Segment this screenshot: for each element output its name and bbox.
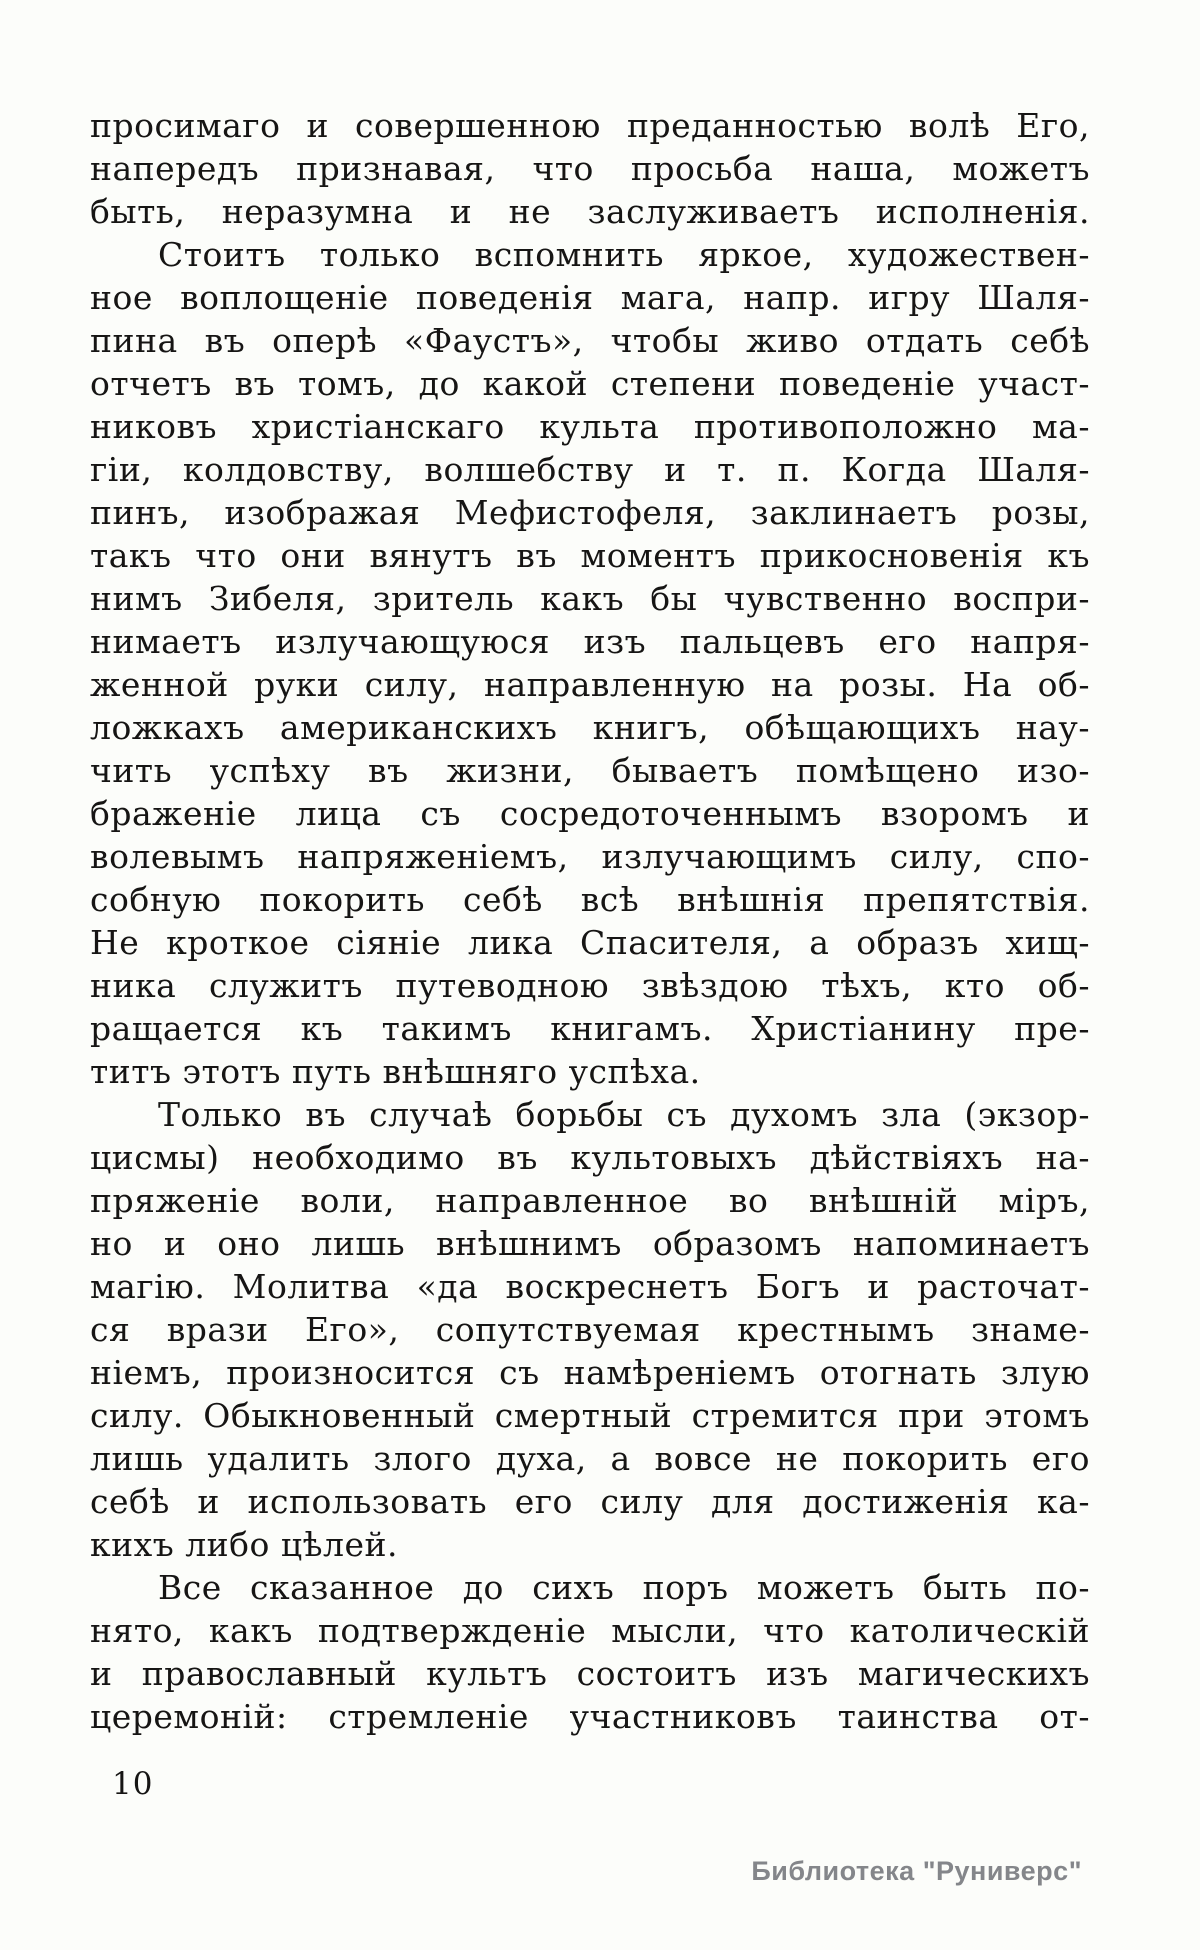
paragraph xyxy=(90,233,1090,1093)
text-line: ращается къ такимъ книгамъ. Христіанину пре- xyxy=(90,1009,1090,1048)
paragraph xyxy=(90,1566,1090,1738)
text-line: нимаетъ излучающуюся изъ пальцевъ его напря- xyxy=(90,622,1090,661)
text-line: пинъ, изображая Мефистофеля, заклинаетъ розы, xyxy=(90,493,1090,532)
text-line: ложкахъ американскихъ книгъ, обѣщающихъ нау- xyxy=(90,708,1090,747)
text-line: отчетъ въ томъ, до какой степени поведеніе участ- xyxy=(90,364,1090,403)
text-line: Все сказанное до сихъ поръ можетъ быть по- xyxy=(158,1568,1090,1607)
text-line: ное воплощеніе поведенія мага, напр. игру Шаля- xyxy=(90,278,1090,317)
text-line: браженіе лица съ сосредоточеннымъ взоромъ и xyxy=(90,794,1090,833)
text-line: но и оно лишь внѣшнимъ образомъ напоминаетъ xyxy=(90,1224,1090,1263)
text-line: быть, неразумна и не заслуживаетъ исполненія. xyxy=(90,192,1090,231)
text-line: нято, какъ подтвержденіе мысли, что католическій xyxy=(90,1611,1090,1650)
library-watermark: Библиотека "Руниверс" xyxy=(751,1856,1082,1886)
text-line: чить успѣху въ жизни, бываетъ помѣщено изо- xyxy=(90,751,1090,790)
text-line: пряженіе воли, направленное во внѣшній міръ, xyxy=(90,1181,1090,1220)
page-number: 10 xyxy=(112,1766,154,1802)
text-line: пина въ оперѣ «Фаустъ», чтобы живо отдать себѣ xyxy=(90,321,1090,360)
text-line: себѣ и использовать его силу для достиженія ка- xyxy=(90,1482,1090,1521)
text-line: лишь удалить злого духа, а вовсе не покорить его xyxy=(90,1439,1090,1478)
text-line: такъ что они вянутъ въ моментъ прикосновенія къ xyxy=(90,536,1090,575)
text-line: силу. Обыкновенный смертный стремится при этомъ xyxy=(90,1396,1090,1435)
text-line: титъ этотъ путь внѣшняго успѣха. xyxy=(90,1052,701,1091)
text-line: Стоитъ только вспомнить яркое, художествен- xyxy=(158,235,1090,274)
paragraph xyxy=(90,1093,1090,1566)
text-line: просимаго и совершенною преданностью волѣ Его, xyxy=(90,106,1090,145)
text-line: ніемъ, произносится съ намѣреніемъ отогнать злую xyxy=(90,1353,1090,1392)
paragraph xyxy=(90,104,1090,233)
text-line: собную покорить себѣ всѣ внѣшнія препятствія. xyxy=(90,880,1090,919)
text-line: кихъ либо цѣлей. xyxy=(90,1525,398,1564)
text-line: никовъ христіанскаго культа противоположно ма- xyxy=(90,407,1090,446)
text-line: церемоній: стремленіе участниковъ таинства от- xyxy=(90,1697,1090,1736)
text-line: и православный культъ состоитъ изъ магическихъ xyxy=(90,1654,1090,1693)
text-block xyxy=(90,104,1090,1738)
text-line: Только въ случаѣ борьбы съ духомъ зла (экзор- xyxy=(158,1095,1090,1134)
text-line: Не кроткое сіяніе лика Спасителя, а образъ хищ- xyxy=(90,923,1090,962)
text-line: ника служитъ путеводною звѣздою тѣхъ, кто об- xyxy=(90,966,1090,1005)
text-line: напередъ признавая, что просьба наша, можетъ xyxy=(90,149,1090,188)
text-line: волевымъ напряженіемъ, излучающимъ силу, спо- xyxy=(90,837,1090,876)
text-line: нимъ Зибеля, зритель какъ бы чувственно воспри- xyxy=(90,579,1090,618)
text-line: гіи, колдовству, волшебству и т. п. Когда Шаля- xyxy=(90,450,1090,489)
text-line: цисмы) необходимо въ культовыхъ дѣйствіяхъ на- xyxy=(90,1138,1090,1177)
text-line: ся врази Его», сопутствуемая крестнымъ знаме- xyxy=(90,1310,1090,1349)
text-line: магію. Молитва «да воскреснетъ Богъ и расточат- xyxy=(90,1267,1090,1306)
text-line: женной руки силу, направленную на розы. На об- xyxy=(90,665,1090,704)
